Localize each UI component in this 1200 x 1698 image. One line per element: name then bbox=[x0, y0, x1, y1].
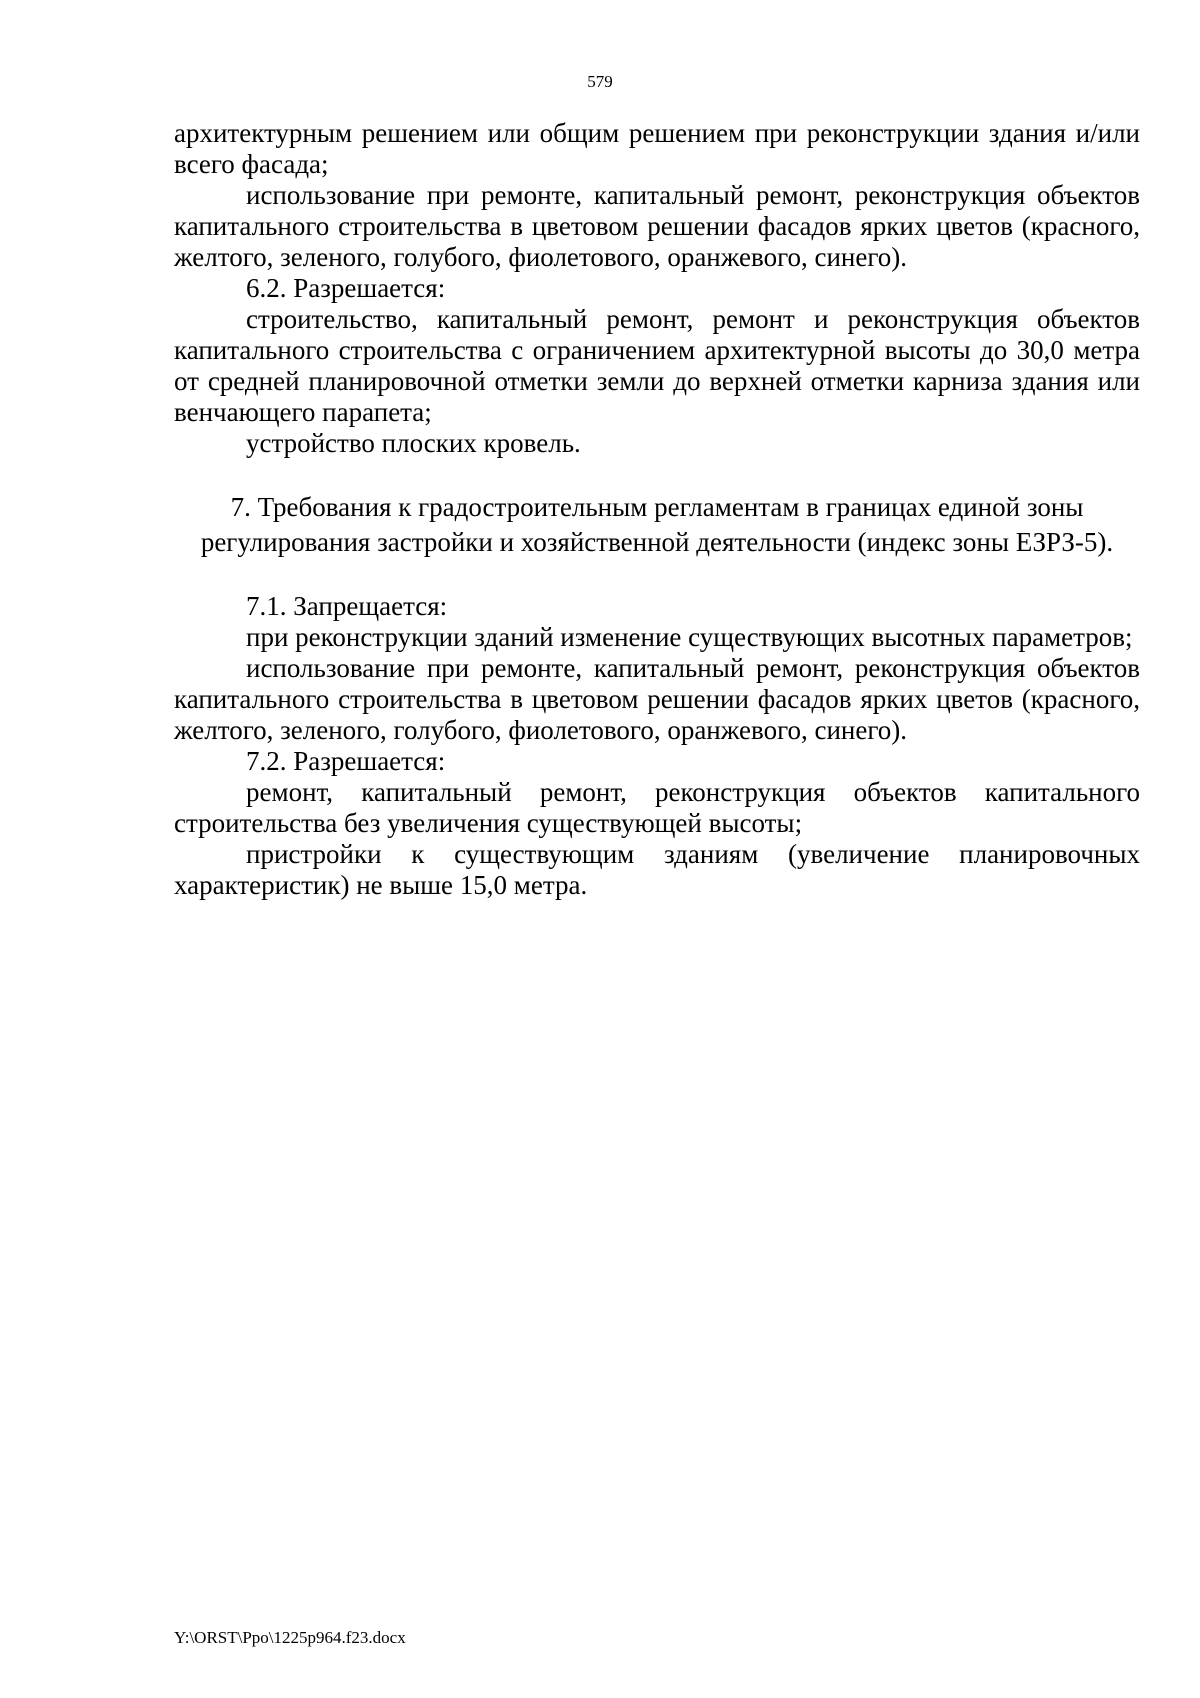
paragraph-prohibition-colors-6: использование при ремонте, капитальный ремонт, реконструкция объектов капитального строительства в цветовом решении фасадов ярких цветов (красного, желтого, зеленого, голубого, фиолетового, оранжевого, синего). bbox=[174, 180, 1140, 272]
subsection-heading-7-2: 7.2. Разрешается: bbox=[246, 746, 446, 776]
paragraph-prohibition-height-7: при реконструкции зданий изменение существующих высотных параметров; bbox=[246, 622, 1133, 652]
paragraph-prohibition-colors-7: использование при ремонте, капитальный ремонт, реконструкция объектов капитального строительства в цветовом решении фасадов ярких цветов (красного, желтого, зеленого, голубого, фиолетового, оранжевого, синего). bbox=[174, 653, 1140, 745]
footer-file-path: Y:\ORST\Ppo\1225p964.f23.docx bbox=[174, 1628, 406, 1647]
paragraph-flat-roofs: устройство плоских кровель. bbox=[246, 428, 581, 458]
paragraph-allowed-repair-7: ремонт, капитальный ремонт, реконструкция объектов капитального строительства без увеличения существующей высоты; bbox=[174, 777, 1140, 838]
paragraph-allowed-construction-6: строительство, капитальный ремонт, ремонт и реконструкция объектов капитального строительства с ограничением архитектурной высоты до 30,0 метра от средней планировочной отметки земли до верхней отметки карниза здания или венчающего парапета; bbox=[174, 304, 1140, 427]
section-heading-7 bbox=[174, 490, 1140, 560]
subsection-heading-7-1: 7.1. Запрещается: bbox=[246, 591, 448, 621]
subsection-heading-6-2: 6.2. Разрешается: bbox=[246, 273, 446, 303]
page-number: 579 bbox=[587, 72, 613, 91]
section-heading-7-line1: 7. Требования к градостроительным регламентам в границах единой зоны bbox=[230, 492, 1084, 522]
section-heading-7-line2: регулирования застройки и хозяйственной деятельности (индекс зоны ЕЗРЗ-5). bbox=[200, 527, 1114, 557]
paragraph-allowed-extensions-7: пристройки к существующим зданиям (увеличение планировочных характеристик) не выше 15,0 метра. bbox=[174, 839, 1140, 900]
document-body bbox=[174, 118, 1140, 901]
paragraph-continuation: архитектурным решением или общим решением при реконструкции здания и/или всего фасада; bbox=[174, 118, 1140, 179]
